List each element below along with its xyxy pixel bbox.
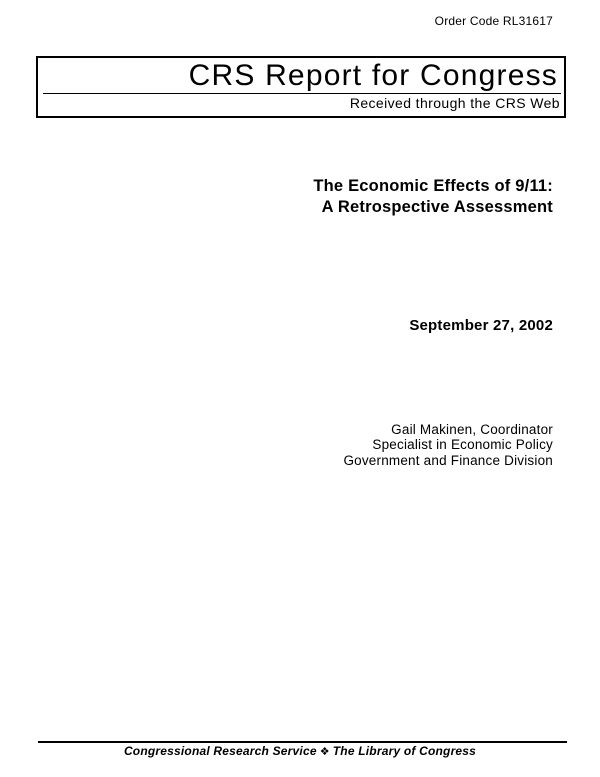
report-title-line1: The Economic Effects of 9/11: bbox=[313, 177, 553, 195]
author-role: Specialist in Economic Policy bbox=[372, 437, 553, 453]
report-title bbox=[313, 176, 553, 217]
footer-text bbox=[0, 744, 600, 758]
author-block bbox=[343, 422, 553, 468]
diamond-icon: ❖ bbox=[319, 746, 330, 758]
author-name: Gail Makinen, Coordinator bbox=[391, 422, 553, 437]
masthead-box bbox=[36, 56, 566, 118]
footer-service: Congressional Research Service bbox=[123, 744, 317, 758]
report-date: September 27, 2002 bbox=[409, 317, 553, 334]
footer-rule bbox=[38, 741, 567, 743]
report-title-line2: A Retrospective Assessment bbox=[321, 197, 553, 216]
masthead-title: CRS Report for Congress bbox=[188, 59, 558, 92]
order-code: Order Code RL31617 bbox=[434, 14, 553, 28]
masthead-subtitle: Received through the CRS Web bbox=[349, 95, 560, 111]
author-division: Government and Finance Division bbox=[343, 452, 553, 468]
masthead-rule bbox=[43, 93, 561, 94]
footer-library: The Library of Congress bbox=[332, 744, 477, 758]
